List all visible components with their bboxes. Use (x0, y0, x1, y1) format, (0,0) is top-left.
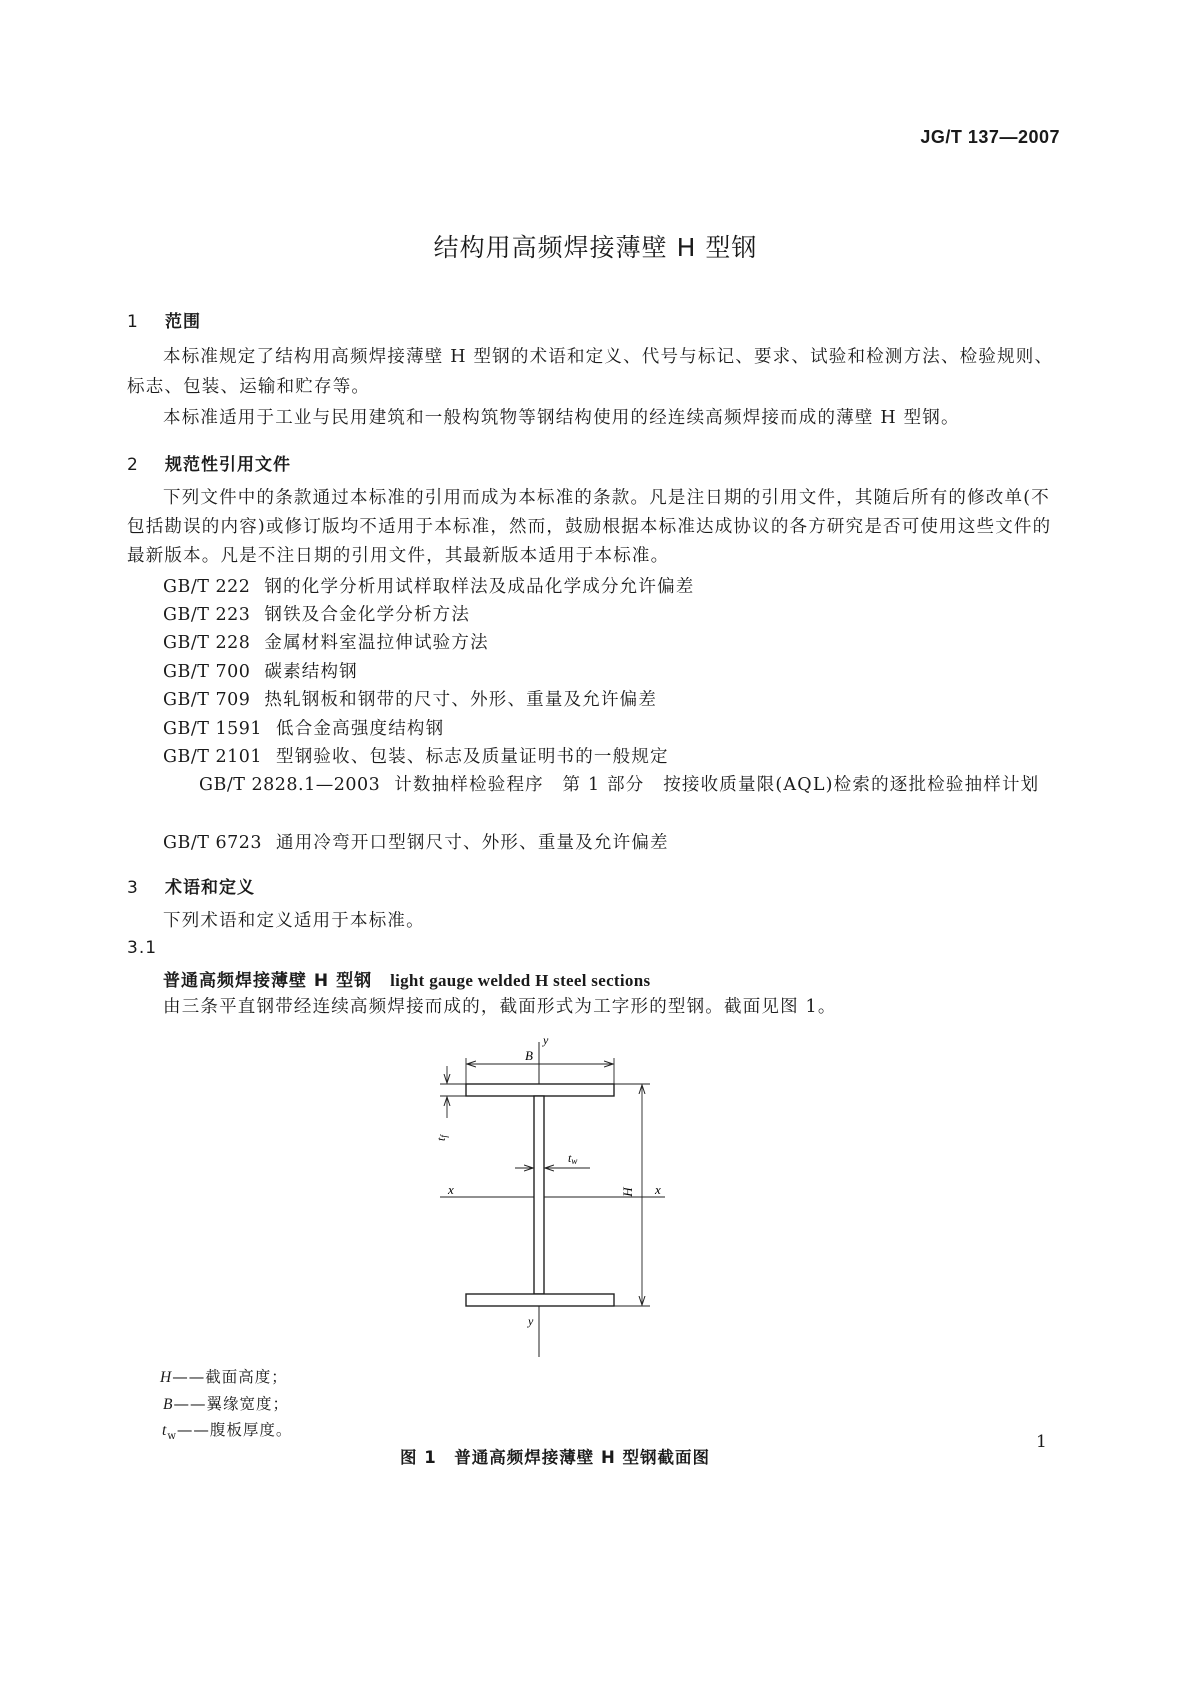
reference-item (163, 714, 444, 744)
reference-item (163, 685, 657, 715)
section-number: 1 (127, 312, 139, 332)
reference-item (163, 600, 470, 630)
term-chinese: 普通高频焊接薄壁 H 型钢 (163, 971, 373, 991)
legend-symbol: B (163, 1396, 174, 1413)
page-title: 结构用高频焊接薄壁 H 型钢 (433, 233, 758, 262)
term-heading (163, 966, 650, 991)
term-english: light gauge welded H steel sections (390, 971, 651, 990)
section-title: 规范性引用文件 (165, 455, 291, 475)
reference-code: GB/T 6723 (163, 833, 263, 853)
reference-title: 计数抽样检验程序 第 1 部分 按接收质量限(AQL)检索的逐批检验抽样计划 (394, 775, 1040, 795)
reference-title: 低合金高强度结构钢 (276, 719, 445, 739)
tf-label: tf (434, 1135, 449, 1141)
legend-item (163, 1392, 289, 1414)
section-title: 术语和定义 (165, 878, 255, 898)
reference-item (163, 828, 669, 858)
section-3-intro: 下列术语和定义适用于本标准。 (163, 911, 425, 931)
legend-text: ——腹板厚度。 (176, 1421, 293, 1439)
page-number: 1 (1036, 1432, 1047, 1452)
reference-item (127, 771, 1059, 799)
section-1-para-2: 本标准适用于工业与民用建筑和一般构筑物等钢结构使用的经连续高频焊接而成的薄壁 H 型钢。 (163, 408, 960, 428)
tw-label: tw (568, 1151, 578, 1166)
reference-item (163, 628, 489, 658)
reference-title: 钢的化学分析用试样取样法及成品化学成分允许偏差 (264, 577, 695, 597)
legend-symbol: t (162, 1422, 168, 1439)
reference-code: GB/T 700 (163, 662, 251, 682)
h-section-diagram (420, 1030, 750, 1360)
b-label: B (525, 1048, 533, 1063)
reference-code: GB/T 228 (163, 633, 251, 653)
reference-title: 钢铁及合金化学分析方法 (264, 605, 471, 625)
section-title: 范围 (165, 312, 201, 332)
section-3-heading (127, 873, 255, 898)
reference-code: GB/T 222 (163, 577, 251, 597)
reference-title: 热轧钢板和钢带的尺寸、外形、重量及允许偏差 (264, 690, 658, 710)
reference-title: 通用冷弯开口型钢尺寸、外形、重量及允许偏差 (276, 833, 669, 853)
term-definition: 由三条平直钢带经连续高频焊接而成的，截面形式为工字形的型钢。截面见图 1。 (163, 997, 837, 1017)
reference-code: GB/T 709 (163, 690, 251, 710)
web (534, 1096, 544, 1294)
h-label: H (620, 1187, 635, 1197)
y-axis-label-bottom: y (528, 1314, 534, 1328)
reference-title: 碳素结构钢 (264, 662, 358, 682)
reference-title: 金属材料室温拉伸试验方法 (264, 633, 489, 653)
reference-item (163, 572, 694, 602)
reference-item (163, 742, 669, 772)
section-number: 3 (127, 878, 139, 898)
reference-item (163, 657, 358, 687)
section-1-para-1: 本标准规定了结构用高频焊接薄壁 H 型钢的术语和定义、代号与标记、要求、试验和检测方法、检验规则、标志、包装、运输和贮存等。 (127, 347, 1054, 397)
legend-item (162, 1418, 292, 1442)
legend-item (160, 1365, 288, 1387)
figure-caption: 图 1 普通高频焊接薄壁 H 型钢截面图 (399, 1448, 711, 1467)
standard-code: JG/T 137—2007 (920, 127, 1060, 147)
clause-number: 3.1 (127, 938, 158, 958)
reference-code: GB/T 1591 (163, 719, 263, 739)
y-axis-label-top: y (543, 1033, 549, 1047)
x-axis-label-left: x (448, 1182, 454, 1197)
reference-code: GB/T 2101 (163, 747, 263, 767)
top-flange (466, 1084, 614, 1096)
section-1-heading (127, 307, 201, 332)
x-axis-label-right: x (655, 1182, 661, 1197)
section-number: 2 (127, 455, 139, 475)
legend-subscript: w (167, 1431, 177, 1443)
bottom-flange (466, 1294, 614, 1306)
section-2-intro: 下列文件中的条款通过本标准的引用而成为本标准的条款。凡是注日期的引用文件，其随后所有的修改单(不包括勘误的内容)或修订版均不适用于本标准，然而，鼓励根据本标准达成协议的各方研究是否可使用这些文件的最新版本。凡是不注日期的引用文件，其最新版本适用于本标准。 (127, 488, 1052, 566)
legend-text: ——截面高度； (172, 1368, 288, 1386)
reference-title: 型钢验收、包装、标志及质量证明书的一般规定 (276, 747, 669, 767)
legend-symbol: H (160, 1369, 173, 1386)
reference-code: GB/T 2828.1—2003 (199, 775, 381, 795)
legend-text: ——翼缘宽度； (173, 1395, 289, 1413)
reference-code: GB/T 223 (163, 605, 251, 625)
section-2-heading (127, 450, 291, 475)
